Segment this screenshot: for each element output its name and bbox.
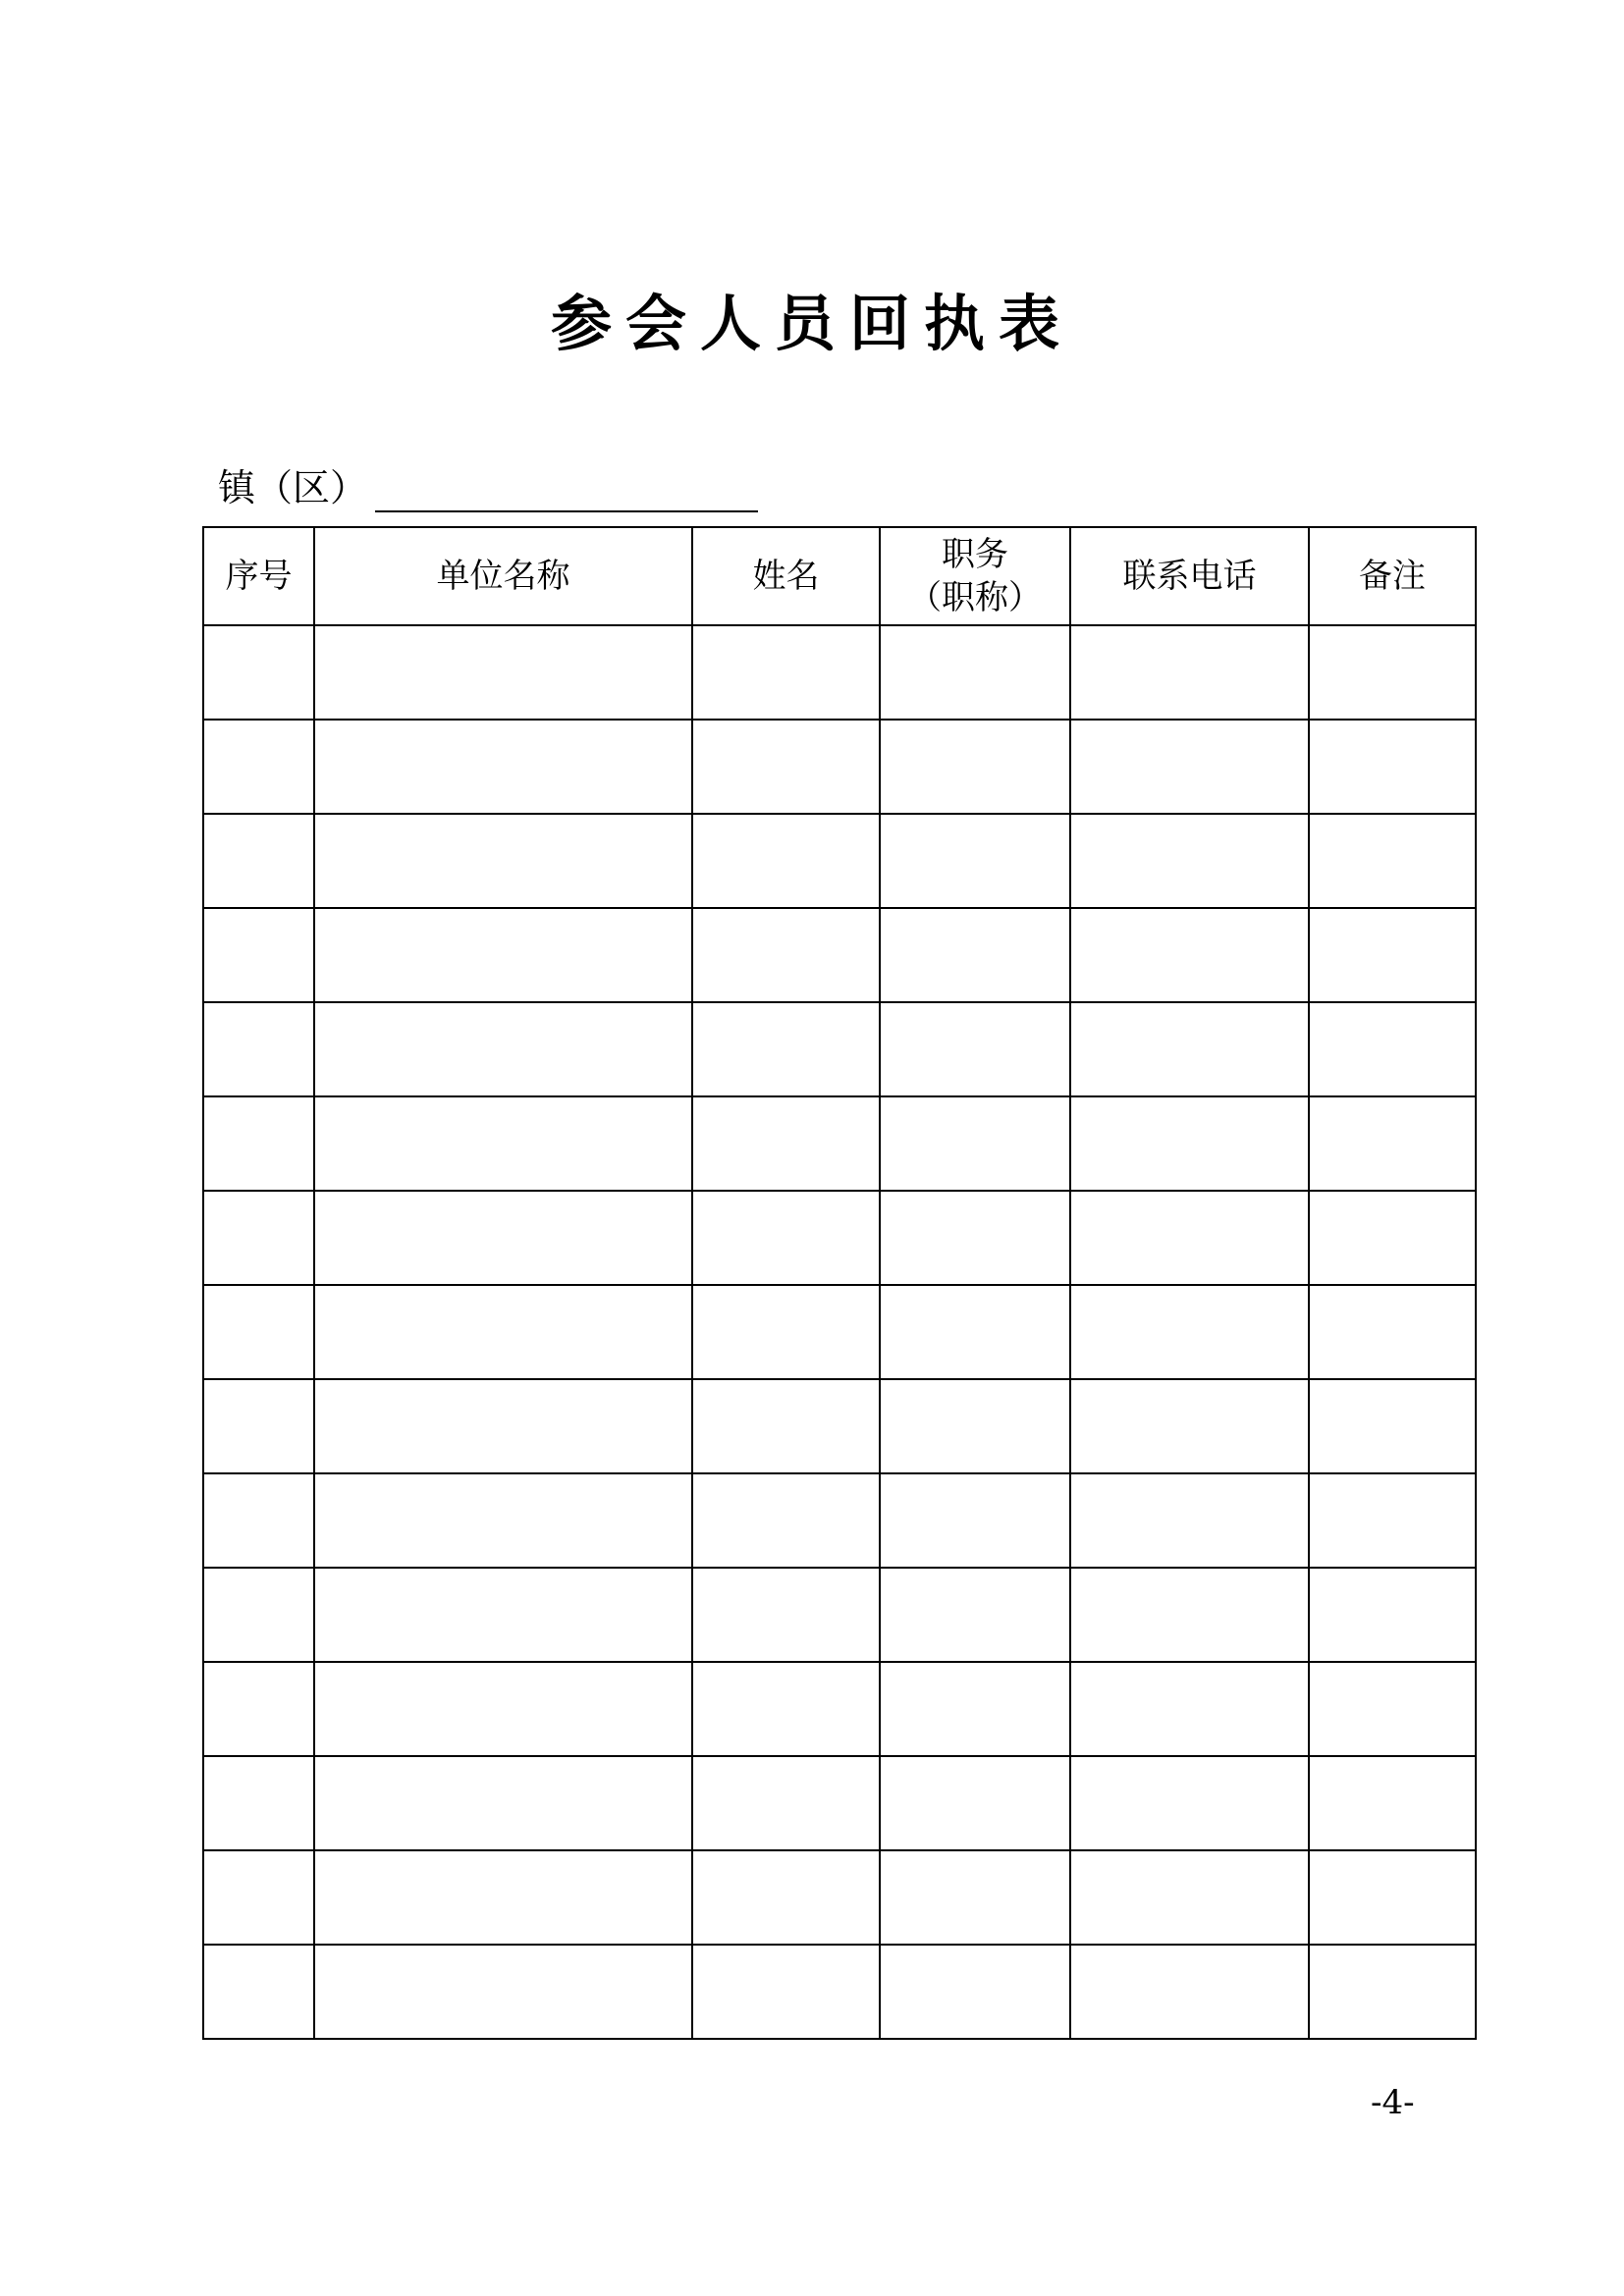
attendee-table (202, 526, 1477, 2040)
cell-seq[interactable] (203, 1756, 314, 1850)
cell-seq[interactable] (203, 1945, 314, 2039)
cell-remark[interactable] (1309, 1191, 1476, 1285)
cell-phone[interactable] (1070, 625, 1309, 720)
table-row (203, 1096, 1476, 1191)
table-row (203, 908, 1476, 1002)
cell-seq[interactable] (203, 720, 314, 814)
cell-name[interactable] (692, 1473, 880, 1568)
cell-seq[interactable] (203, 625, 314, 720)
cell-phone[interactable] (1070, 1002, 1309, 1096)
table-row (203, 625, 1476, 720)
cell-name[interactable] (692, 814, 880, 908)
cell-phone[interactable] (1070, 1191, 1309, 1285)
table-row (203, 1662, 1476, 1756)
cell-remark[interactable] (1309, 814, 1476, 908)
cell-unit-name[interactable] (314, 814, 692, 908)
cell-unit-name[interactable] (314, 1379, 692, 1473)
cell-seq[interactable] (203, 1191, 314, 1285)
cell-phone[interactable] (1070, 1096, 1309, 1191)
cell-position[interactable] (880, 908, 1070, 1002)
cell-seq[interactable] (203, 814, 314, 908)
cell-position[interactable] (880, 1945, 1070, 2039)
page-number: -4- (1371, 2083, 1415, 2122)
header-position-rank: （职称） (908, 578, 1042, 617)
cell-position[interactable] (880, 1756, 1070, 1850)
cell-unit-name[interactable] (314, 1568, 692, 1662)
cell-remark[interactable] (1309, 1096, 1476, 1191)
cell-position[interactable] (880, 1285, 1070, 1379)
cell-position[interactable] (880, 625, 1070, 720)
cell-phone[interactable] (1070, 814, 1309, 908)
cell-phone[interactable] (1070, 1756, 1309, 1850)
cell-unit-name[interactable] (314, 1945, 692, 2039)
cell-remark[interactable] (1309, 1473, 1476, 1568)
cell-unit-name[interactable] (314, 625, 692, 720)
cell-name[interactable] (692, 1379, 880, 1473)
cell-unit-name[interactable] (314, 1473, 692, 1568)
cell-seq[interactable] (203, 1285, 314, 1379)
cell-position[interactable] (880, 1850, 1070, 1945)
cell-remark[interactable] (1309, 625, 1476, 720)
cell-position[interactable] (880, 1568, 1070, 1662)
cell-position[interactable] (880, 1473, 1070, 1568)
district-label: 镇（区） (218, 466, 368, 509)
cell-remark[interactable] (1309, 1945, 1476, 2039)
cell-phone[interactable] (1070, 1850, 1309, 1945)
cell-name[interactable] (692, 1756, 880, 1850)
table-body (203, 625, 1476, 2039)
cell-unit-name[interactable] (314, 1756, 692, 1850)
district-input[interactable] (375, 461, 758, 512)
cell-remark[interactable] (1309, 908, 1476, 1002)
cell-unit-name[interactable] (314, 1662, 692, 1756)
table-row (203, 720, 1476, 814)
table-row (203, 1850, 1476, 1945)
cell-seq[interactable] (203, 1850, 314, 1945)
cell-unit-name[interactable] (314, 1096, 692, 1191)
cell-phone[interactable] (1070, 1473, 1309, 1568)
cell-name[interactable] (692, 1945, 880, 2039)
cell-position[interactable] (880, 1191, 1070, 1285)
cell-unit-name[interactable] (314, 720, 692, 814)
cell-name[interactable] (692, 1096, 880, 1191)
cell-seq[interactable] (203, 908, 314, 1002)
table-row (203, 1756, 1476, 1850)
table-row (203, 1473, 1476, 1568)
cell-seq[interactable] (203, 1662, 314, 1756)
table-row (203, 1285, 1476, 1379)
cell-phone[interactable] (1070, 1379, 1309, 1473)
cell-unit-name[interactable] (314, 1002, 692, 1096)
cell-unit-name[interactable] (314, 1850, 692, 1945)
cell-name[interactable] (692, 1285, 880, 1379)
cell-unit-name[interactable] (314, 1191, 692, 1285)
cell-remark[interactable] (1309, 1568, 1476, 1662)
cell-remark[interactable] (1309, 1002, 1476, 1096)
cell-name[interactable] (692, 720, 880, 814)
cell-name[interactable] (692, 1568, 880, 1662)
cell-name[interactable] (692, 1662, 880, 1756)
cell-name[interactable] (692, 625, 880, 720)
header-seq: 序号 (203, 527, 314, 625)
cell-unit-name[interactable] (314, 1285, 692, 1379)
cell-remark[interactable] (1309, 1662, 1476, 1756)
cell-phone[interactable] (1070, 1662, 1309, 1756)
header-position-title: 职务 (942, 535, 1008, 574)
cell-seq[interactable] (203, 1096, 314, 1191)
table-row (203, 1945, 1476, 2039)
table-row (203, 1379, 1476, 1473)
cell-name[interactable] (692, 908, 880, 1002)
cell-remark[interactable] (1309, 720, 1476, 814)
cell-seq[interactable] (203, 1568, 314, 1662)
cell-unit-name[interactable] (314, 908, 692, 1002)
header-unit-name: 单位名称 (314, 527, 692, 625)
cell-phone[interactable] (1070, 1568, 1309, 1662)
cell-remark[interactable] (1309, 1850, 1476, 1945)
cell-position[interactable] (880, 814, 1070, 908)
table-row (203, 1002, 1476, 1096)
table-header-row (203, 527, 1476, 625)
district-field (218, 454, 758, 512)
cell-seq[interactable] (203, 1002, 314, 1096)
header-remark: 备注 (1309, 527, 1476, 625)
cell-phone[interactable] (1070, 1285, 1309, 1379)
cell-remark[interactable] (1309, 1756, 1476, 1850)
cell-remark[interactable] (1309, 1379, 1476, 1473)
cell-name[interactable] (692, 1850, 880, 1945)
cell-name[interactable] (692, 1191, 880, 1285)
page-title: 参会人员回执表 (550, 288, 1073, 359)
cell-position[interactable] (880, 1662, 1070, 1756)
table-row (203, 1568, 1476, 1662)
cell-position[interactable] (880, 1379, 1070, 1473)
header-phone: 联系电话 (1070, 527, 1309, 625)
cell-phone[interactable] (1070, 720, 1309, 814)
table-row (203, 814, 1476, 908)
cell-seq[interactable] (203, 1379, 314, 1473)
header-name: 姓名 (692, 527, 880, 625)
cell-position[interactable] (880, 1096, 1070, 1191)
cell-seq[interactable] (203, 1473, 314, 1568)
cell-position[interactable] (880, 720, 1070, 814)
table-row (203, 1191, 1476, 1285)
header-position (880, 527, 1070, 625)
cell-phone[interactable] (1070, 908, 1309, 1002)
cell-name[interactable] (692, 1002, 880, 1096)
cell-phone[interactable] (1070, 1945, 1309, 2039)
cell-remark[interactable] (1309, 1285, 1476, 1379)
cell-position[interactable] (880, 1002, 1070, 1096)
